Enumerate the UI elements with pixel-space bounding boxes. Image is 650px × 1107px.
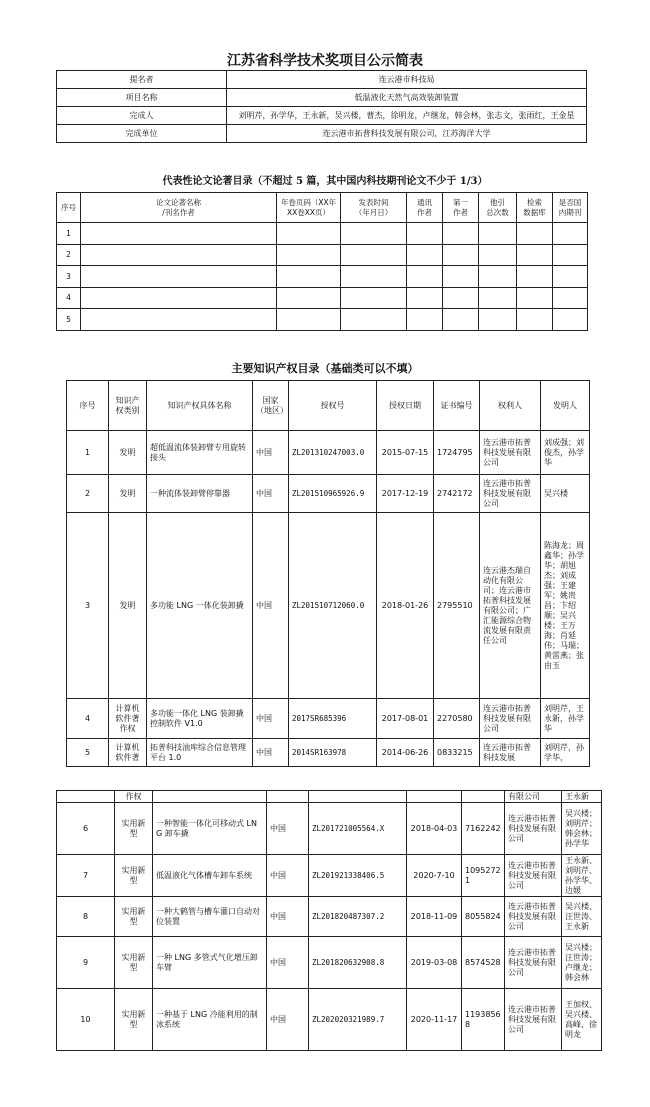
- ip-name: 一种 LNG 多管式气化增压卸车臂: [153, 937, 267, 989]
- ip-owner: 连云港市拓普科技发展有限公司: [505, 803, 562, 855]
- summary-label: 项目名称: [57, 89, 227, 107]
- ip-row: [67, 475, 590, 513]
- ip-auth-no: 2014SR163978: [289, 739, 377, 767]
- ip-cert: 1724795: [434, 431, 480, 475]
- ip-owner: 连云港市拓普科技发展有限公司: [480, 431, 541, 475]
- summary-value: 连云港市拓普科技发展有限公司，江苏海洋大学: [227, 125, 587, 143]
- ip-type: 作权: [115, 791, 153, 803]
- ip-cert: 8055824: [462, 897, 505, 937]
- papers-empty-cell: [277, 266, 341, 288]
- papers-empty-cell: [479, 244, 517, 266]
- ip-date: 2017-12-19: [377, 475, 434, 513]
- papers-header-cell: 发表时间 （年月日）: [341, 193, 407, 223]
- ip-inventor: 吴兴楼；刘明芹；韩会林；孙学华: [562, 803, 602, 855]
- papers-empty-cell: [553, 309, 588, 331]
- ip-country: 中国: [267, 855, 309, 897]
- papers-row-number: 1: [57, 223, 81, 245]
- papers-empty-cell: [443, 244, 479, 266]
- ip-country: 中国: [253, 431, 289, 475]
- ip-type: 发明: [109, 431, 147, 475]
- ip-header-cell: 序号: [67, 381, 109, 431]
- ip-header-cell: 证书编号: [434, 381, 480, 431]
- summary-row: [57, 71, 587, 89]
- ip-type: 实用新型: [115, 937, 153, 989]
- ip-header-row: [67, 381, 590, 431]
- papers-empty-cell: [341, 244, 407, 266]
- papers-empty-cell: [479, 223, 517, 245]
- ip-cert: 2270580: [434, 699, 480, 739]
- ip-name: 低温液化气体槽车卸车系统: [153, 855, 267, 897]
- papers-row: [57, 266, 588, 288]
- ip-number: 3: [67, 513, 109, 699]
- papers-empty-cell: [407, 309, 443, 331]
- ip-header-cell: 国家 （地区）: [253, 381, 289, 431]
- ip-inventor: 陈海龙；周鑫华；孙学华；胡旭杰；刘成强；王建军；姚贵昌；卞绍顺；吴兴楼；王万海；肖延伟；马瑞；黄雷燕；张由玉: [541, 513, 590, 699]
- ip-cert: 11938568: [462, 989, 505, 1051]
- papers-header-cell: 他引 总次数: [479, 193, 517, 223]
- ip-inventor: 吴兴楼、汪世涛、王永新: [562, 897, 602, 937]
- papers-empty-cell: [81, 266, 277, 288]
- ip-owner: 连云港市拓普科技发展: [480, 739, 541, 767]
- ip-number: 6: [57, 803, 115, 855]
- papers-empty-cell: [517, 287, 553, 309]
- ip-inventor: 王永新、刘明芹、孙学华、边媛: [562, 855, 602, 897]
- summary-row: [57, 125, 587, 143]
- papers-empty-cell: [479, 309, 517, 331]
- papers-empty-cell: [81, 309, 277, 331]
- papers-empty-cell: [407, 287, 443, 309]
- ip-date: 2014-06-26: [377, 739, 434, 767]
- papers-header-cell: 序号: [57, 193, 81, 223]
- ip-name: [153, 791, 267, 803]
- ip-header-cell: 授权号: [289, 381, 377, 431]
- ip-number: 10: [57, 989, 115, 1051]
- papers-empty-cell: [407, 266, 443, 288]
- ip-number: 4: [67, 699, 109, 739]
- ip-cert: 0833215: [434, 739, 480, 767]
- papers-empty-cell: [277, 244, 341, 266]
- ip-auth-no: ZL201820632908.8: [309, 937, 407, 989]
- papers-header-cell: 是否国 内期刊: [553, 193, 588, 223]
- ip-date: 2018-04-03: [407, 803, 462, 855]
- papers-empty-cell: [443, 223, 479, 245]
- ip-table-page1: [66, 380, 590, 767]
- ip-owner: 连云港市拓普科技发展有限公司: [480, 699, 541, 739]
- ip-type: 计算机软件著: [109, 739, 147, 767]
- papers-empty-cell: [341, 287, 407, 309]
- ip-inventor: 王加权、吴兴楼、高峰、徐明龙: [562, 989, 602, 1051]
- papers-row-number: 5: [57, 309, 81, 331]
- ip-number: 7: [57, 855, 115, 897]
- papers-empty-cell: [479, 266, 517, 288]
- ip-auth-no: ZL202020321989.7: [309, 989, 407, 1051]
- ip-inventor: 刘成强；刘俊杰，孙学华: [541, 431, 590, 475]
- ip-auth-no: ZL201510712060.0: [289, 513, 377, 699]
- papers-header-cell: 论文论著名称 /刊名作者: [81, 193, 277, 223]
- ip-number: 1: [67, 431, 109, 475]
- ip-date: 2019-03-08: [407, 937, 462, 989]
- ip-cert: 2795510: [434, 513, 480, 699]
- summary-table: [56, 70, 587, 143]
- ip-owner: 连云港市拓普科技发展有限公司: [505, 855, 562, 897]
- ip-owner: 连云港市拓普科技发展有限公司: [505, 989, 562, 1051]
- papers-header-cell: 检索 数据库: [517, 193, 553, 223]
- ip-name: 超低温流体装卸臂专用旋转接头: [147, 431, 253, 475]
- ip-auth-no: ZL201921338406.5: [309, 855, 407, 897]
- ip-owner: 连云港市拓普科技发展有限公司: [505, 897, 562, 937]
- papers-header-cell: 年卷页码（XX年XX卷XX页）: [277, 193, 341, 223]
- ip-header-cell: 权利人: [480, 381, 541, 431]
- ip-date: 2015-07-15: [377, 431, 434, 475]
- summary-label: 完成单位: [57, 125, 227, 143]
- ip-row: [67, 739, 590, 767]
- ip-row: [57, 937, 602, 989]
- ip-country: 中国: [267, 897, 309, 937]
- ip-date: 2017-08-01: [377, 699, 434, 739]
- papers-empty-cell: [277, 287, 341, 309]
- papers-empty-cell: [443, 309, 479, 331]
- ip-owner: 连云港市拓普科技发展有限公司: [505, 937, 562, 989]
- ip-country: 中国: [267, 803, 309, 855]
- ip-type: 实用新型: [115, 897, 153, 937]
- ip-name: 一种流体装卸臂停靠器: [147, 475, 253, 513]
- ip-table-page2: [56, 790, 602, 1051]
- ip-date: [407, 791, 462, 803]
- papers-empty-cell: [341, 223, 407, 245]
- papers-empty-cell: [553, 266, 588, 288]
- summary-row: [57, 107, 587, 125]
- ip-name: 一种智能一体化可移动式 LNG 卸车撬: [153, 803, 267, 855]
- ip-number: 9: [57, 937, 115, 989]
- papers-table: [56, 192, 588, 331]
- ip-inventor: 王永新: [562, 791, 602, 803]
- ip-type: 发明: [109, 475, 147, 513]
- papers-header-cell: 第一 作者: [443, 193, 479, 223]
- ip-name: 拓普科技油库综合信息管理平台 1.0: [147, 739, 253, 767]
- ip-cert: 8574528: [462, 937, 505, 989]
- papers-header-row: [57, 193, 588, 223]
- papers-empty-cell: [517, 266, 553, 288]
- papers-row-number: 2: [57, 244, 81, 266]
- ip-cert: [462, 791, 505, 803]
- ip-date: 2018-01-26: [377, 513, 434, 699]
- ip-type: 实用新型: [115, 989, 153, 1051]
- papers-empty-cell: [517, 309, 553, 331]
- papers-row-number: 4: [57, 287, 81, 309]
- ip-country: 中国: [253, 475, 289, 513]
- summary-label: 完成人: [57, 107, 227, 125]
- papers-empty-cell: [81, 223, 277, 245]
- papers-empty-cell: [553, 223, 588, 245]
- papers-empty-cell: [517, 244, 553, 266]
- ip-row: [57, 989, 602, 1051]
- ip-title: 主要知识产权目录（基础类可以不填）: [231, 362, 419, 375]
- summary-row: [57, 89, 587, 107]
- summary-value: 低温液化天然气高效装卸装置: [227, 89, 587, 107]
- summary-value: 刘明芹，孙学华，王永新，吴兴楼，曹杰，徐明龙，卢继龙，韩会林，张志文，张雨红，王金星: [227, 107, 587, 125]
- ip-inventor: 吴兴楼: [541, 475, 590, 513]
- ip-row: [57, 803, 602, 855]
- ip-name: 多功能 LNG 一体化装卸撬: [147, 513, 253, 699]
- ip-country: 中国: [253, 739, 289, 767]
- ip-header-cell: 知识产 权类别: [109, 381, 147, 431]
- ip-inventor: 吴兴楼；汪世涛；卢继龙；韩会林: [562, 937, 602, 989]
- ip-name: 一种大鹤管与槽车灌口自动对位装置: [153, 897, 267, 937]
- ip-row: [67, 431, 590, 475]
- papers-empty-cell: [479, 287, 517, 309]
- papers-empty-cell: [341, 309, 407, 331]
- papers-empty-cell: [407, 223, 443, 245]
- ip-number: 8: [57, 897, 115, 937]
- papers-empty-cell: [443, 287, 479, 309]
- papers-row: [57, 309, 588, 331]
- ip-cert: 10952721: [462, 855, 505, 897]
- ip-header-cell: 授权日期: [377, 381, 434, 431]
- papers-empty-cell: [553, 287, 588, 309]
- ip-auth-no: 2017SR685396: [289, 699, 377, 739]
- papers-empty-cell: [81, 244, 277, 266]
- ip-row: [67, 699, 590, 739]
- summary-label: 提名者: [57, 71, 227, 89]
- ip-country: 中国: [253, 699, 289, 739]
- ip-date: 2018-11-09: [407, 897, 462, 937]
- ip-country: 中国: [267, 989, 309, 1051]
- papers-empty-cell: [443, 266, 479, 288]
- ip-inventor: 刘明芹，王永新，孙学华: [541, 699, 590, 739]
- ip-number: 5: [67, 739, 109, 767]
- ip-country: 中国: [253, 513, 289, 699]
- ip-date: 2020-11-17: [407, 989, 462, 1051]
- ip-header-cell: 知识产权具体名称: [147, 381, 253, 431]
- ip-type: 实用新型: [115, 803, 153, 855]
- papers-row: [57, 244, 588, 266]
- ip-row: [57, 791, 602, 803]
- papers-empty-cell: [277, 223, 341, 245]
- document-title: 江苏省科学技术奖项目公示简表: [227, 53, 423, 69]
- ip-number: [57, 791, 115, 803]
- papers-header-cell: 通讯 作者: [407, 193, 443, 223]
- ip-owner: 连云港杰瑞自动化有限公司；连云港市拓普科技发展有限公司；广汇能源综合物流发展有限责任公司: [480, 513, 541, 699]
- ip-name: 多功能一体化 LNG 装卸撬控制软件 V1.0: [147, 699, 253, 739]
- ip-auth-no: ZL201510965926.9: [289, 475, 377, 513]
- ip-type: 计算机软件著作权: [109, 699, 147, 739]
- ip-header-cell: 发明人: [541, 381, 590, 431]
- papers-row: [57, 287, 588, 309]
- ip-cert: 2742172: [434, 475, 480, 513]
- ip-date: 2020-7-10: [407, 855, 462, 897]
- papers-empty-cell: [407, 244, 443, 266]
- ip-number: 2: [67, 475, 109, 513]
- summary-value: 连云港市科技局: [227, 71, 587, 89]
- papers-empty-cell: [341, 266, 407, 288]
- ip-auth-no: ZL201721005564.X: [309, 803, 407, 855]
- papers-row: [57, 223, 588, 245]
- ip-row: [57, 897, 602, 937]
- ip-auth-no: ZL201310247003.0: [289, 431, 377, 475]
- papers-title: 代表性论文论著目录（不超过 5 篇，其中国内科技期刊论文不少于 1/3）: [162, 176, 488, 187]
- ip-owner: 连云港市拓普科技发展有限公司: [480, 475, 541, 513]
- ip-row: [57, 855, 602, 897]
- papers-empty-cell: [553, 244, 588, 266]
- ip-cert: 7162242: [462, 803, 505, 855]
- ip-country: 中国: [267, 937, 309, 989]
- papers-row-number: 3: [57, 266, 81, 288]
- ip-type: 实用新型: [115, 855, 153, 897]
- ip-auth-no: [309, 791, 407, 803]
- ip-name: 一种基于 LNG 冷能利用的制冰系统: [153, 989, 267, 1051]
- ip-row: [67, 513, 590, 699]
- ip-owner: 有限公司: [505, 791, 562, 803]
- papers-empty-cell: [517, 223, 553, 245]
- ip-type: 发明: [109, 513, 147, 699]
- ip-auth-no: ZL201820487307.2: [309, 897, 407, 937]
- ip-country: [267, 791, 309, 803]
- papers-empty-cell: [277, 309, 341, 331]
- papers-empty-cell: [81, 287, 277, 309]
- ip-inventor: 刘明芹，孙学华，: [541, 739, 590, 767]
